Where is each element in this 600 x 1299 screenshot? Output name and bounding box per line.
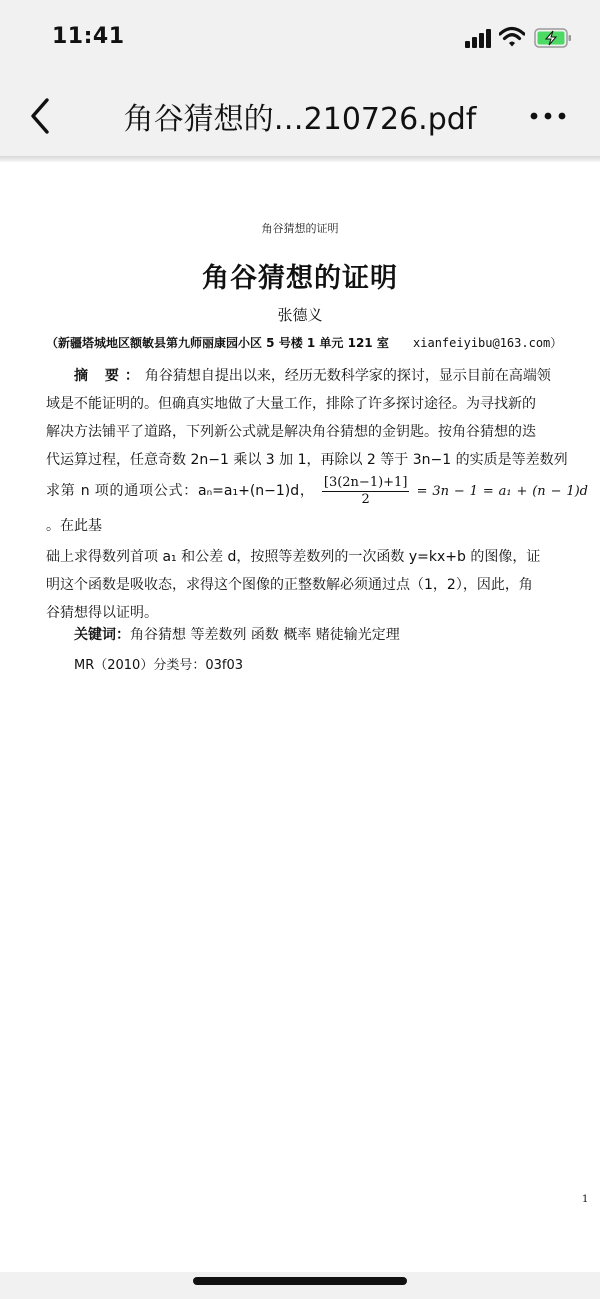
formula-fraction: [322, 475, 410, 508]
abstract-line: 域是不能证明的。但确真实地做了大量工作，排除了许多探讨途径。为寻找新的: [46, 396, 536, 412]
affiliation: [46, 334, 562, 351]
nav-bar: [0, 76, 600, 158]
abstract-line: 明这个函数是吸收态，求得这个图像的正整数解必须通过点（1，2），因此，角: [46, 577, 533, 593]
abstract: [46, 362, 588, 627]
page-number: 1: [582, 1194, 589, 1205]
keywords: [74, 624, 400, 644]
abstract-label: 摘 要：: [74, 368, 145, 384]
affiliation-address: （新疆塔城地区额敏县第九师丽康园小区 5 号楼 1 单元 121 室: [46, 336, 389, 350]
file-title: 角谷猜想的…210726.pdf: [123, 102, 477, 137]
formula-rest: = 3n − 1 = a₁ + (n − 1)d: [416, 484, 589, 499]
formula-denominator: 2: [361, 491, 370, 507]
abstract-line: 摘 要：角谷猜想自提出以来，经历无数科学家的探讨，显示目前在高端领: [74, 368, 551, 384]
abstract-line: 谷猜想得以证明。: [46, 605, 158, 621]
mr-classification: MR（2010）分类号：03f03: [74, 658, 243, 673]
wifi-icon: [499, 26, 525, 48]
status-time: 11:41: [52, 24, 125, 49]
document-title: 角谷猜想的证明: [202, 263, 398, 294]
cellular-signal-icon: [465, 28, 493, 48]
author-email: xianfeiyibu@163.com）: [413, 336, 563, 350]
running-head: 角谷猜想的证明: [261, 222, 339, 235]
abstract-line: 代运算过程，任意奇数 2n−1 乘以 3 加 1，再除以 2 等于 3n−1 的实质是等差数列: [46, 452, 568, 468]
keywords-list: 角谷猜想 等差数列 函数 概率 赌徒输光定理: [130, 627, 400, 643]
author: 张德义: [277, 306, 323, 324]
back-chevron-icon[interactable]: [22, 94, 62, 138]
status-bar: [0, 0, 600, 76]
more-options-icon[interactable]: [528, 106, 568, 126]
keywords-label: 关键词：: [74, 627, 130, 643]
abstract-line: 解决方法铺平了道路，下列新公式就是解决角谷猜想的金钥匙。按角谷猜想的迭: [46, 424, 536, 440]
battery-charging-icon: [534, 28, 572, 48]
abstract-line: 础上求得数列首项 a₁ 和公差 d，按照等差数列的一次函数 y=kx+b 的图像，证: [46, 549, 541, 565]
bottom-bar: [0, 1272, 600, 1299]
pdf-page[interactable]: [0, 162, 600, 1272]
formula-numerator: [3(2n−1)+1]: [323, 474, 408, 490]
home-indicator[interactable]: [193, 1277, 407, 1285]
abstract-formula-line: 求第 n 项的通项公式：aₙ=a₁+(n−1)d， $\frac{[3(2n-1)+1]}{2}$ = 3n − 1 = a₁ + (n − 1)d 。在此基: [46, 474, 589, 534]
